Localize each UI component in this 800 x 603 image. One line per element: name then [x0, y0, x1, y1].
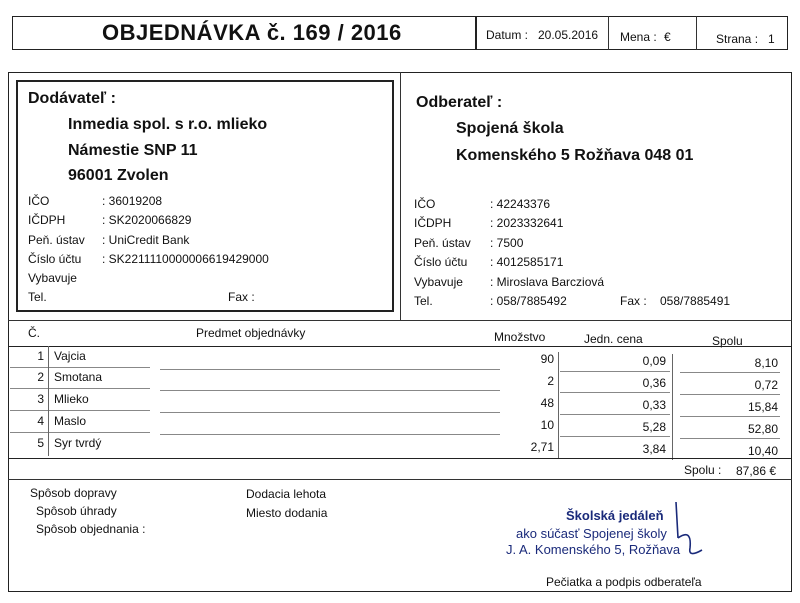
supplier-tel-label: Tel. — [28, 290, 47, 304]
row-item: Syr tvrdý — [54, 436, 102, 450]
date-label: Datum : — [486, 28, 529, 42]
currency-value: € — [664, 30, 671, 44]
row-qty: 2,71 — [530, 440, 554, 454]
row-qty: 90 — [540, 352, 554, 366]
customer-tel-value: : 058/7885492 — [490, 294, 567, 308]
table-bottom-rule — [8, 458, 792, 459]
row-item: Maslo — [54, 414, 87, 428]
row-total: 15,84 — [747, 400, 778, 414]
row-price: 3,84 — [642, 442, 666, 456]
row-price: 0,36 — [642, 376, 666, 390]
supplier-handler-label: Vybavuje — [28, 271, 77, 285]
page-value: 1 — [768, 32, 775, 46]
payment-label: Spôsob úhrady — [36, 504, 117, 518]
row-price: 0,33 — [642, 398, 666, 412]
delivery-place-label: Miesto dodania — [246, 506, 328, 520]
shipping-label: Spôsob dopravy — [30, 486, 117, 500]
row-qty: 48 — [540, 396, 554, 410]
sum-value: 87,86 € — [736, 464, 777, 478]
col-header-item: Predmet objednávky — [196, 326, 306, 340]
customer-handler-label: Vybavuje — [414, 275, 463, 289]
row-total: 52,80 — [747, 422, 778, 436]
customer-icdph-label: IČDPH — [414, 216, 452, 230]
customer-ico-label: IČO — [414, 197, 436, 211]
customer-heading: Odberateľ : — [416, 94, 503, 111]
table-top-rule — [8, 320, 792, 321]
supplier-heading: Dodávateľ : — [28, 90, 116, 107]
customer-bank-label: Peň. ústav — [414, 236, 471, 250]
supplier-icdph-value: : SK2020066829 — [102, 213, 192, 227]
row-price: 0,09 — [642, 354, 666, 368]
row-item: Vajcia — [54, 349, 86, 363]
customer-fax-value: 058/7885491 — [660, 294, 731, 308]
order-method-label: Spôsob objednania : — [36, 522, 146, 536]
stamp-line-3: J. A. Komenského 5, Rožňava — [506, 542, 681, 557]
row-total: 8,10 — [754, 356, 778, 370]
signature-mark — [668, 498, 718, 560]
supplier-account-value: : SK2211110000006619429000 — [102, 252, 269, 266]
page-label: Strana : — [716, 32, 759, 46]
row-item: Smotana — [54, 370, 103, 384]
row-total: 10,40 — [747, 444, 778, 458]
customer-account-value: : 4012585171 — [490, 255, 564, 269]
customer-fax-label: Fax : — [620, 294, 647, 308]
row-item: Mlieko — [54, 392, 89, 406]
customer-account-label: Číslo účtu — [414, 255, 468, 269]
col-header-no: Č. — [28, 326, 40, 340]
stamp-line-1: Školská jedáleň — [566, 508, 664, 523]
col-header-qty: Množstvo — [494, 330, 546, 344]
row-qty: 2 — [547, 374, 554, 388]
table-header-rule — [8, 346, 792, 347]
supplier-bank-value: : UniCredit Bank — [102, 233, 190, 247]
sum-label: Spolu : — [684, 463, 722, 477]
supplier-street: Námestie SNP 11 — [68, 142, 198, 159]
customer-bank-value: : 7500 — [490, 236, 524, 250]
supplier-account-label: Číslo účtu — [28, 252, 82, 266]
customer-name: Spojená škola — [456, 120, 564, 137]
supplier-icdph-label: IČDPH — [28, 213, 66, 227]
sum-rule — [8, 479, 792, 480]
customer-tel-label: Tel. — [414, 294, 433, 308]
row-no: 1 — [37, 349, 44, 363]
customer-street: Komenského 5 Rožňava 048 01 — [456, 147, 694, 164]
customer-handler-value: : Miroslava Barcziová — [490, 275, 605, 289]
date-value: 20.05.2016 — [538, 28, 599, 42]
supplier-fax-label: Fax : — [228, 290, 255, 304]
supplier-name: Inmedia spol. s r.o. mlieko — [68, 116, 268, 133]
row-no: 4 — [37, 414, 44, 428]
customer-divider — [400, 72, 401, 320]
supplier-ico-value: : 36019208 — [102, 194, 163, 208]
row-no: 3 — [37, 392, 44, 406]
customer-ico-value: : 42243376 — [490, 197, 551, 211]
row-price: 5,28 — [642, 420, 666, 434]
page-title: OBJEDNÁVKA č. 169 / 2016 — [102, 20, 402, 45]
supplier-bank-label: Peň. ústav — [28, 233, 85, 247]
stamp-line-2: ako súčasť Spojenej školy — [516, 526, 667, 541]
delivery-time-label: Dodacia lehota — [246, 487, 327, 501]
currency-label: Mena : — [620, 30, 657, 44]
supplier-city: 96001 Zvolen — [68, 167, 169, 184]
row-total: 0,72 — [754, 378, 778, 392]
supplier-ico-label: IČO — [28, 194, 50, 208]
signature-label: Pečiatka a podpis odberateľa — [546, 575, 702, 589]
col-header-total: Spolu — [712, 334, 743, 348]
row-no: 2 — [37, 370, 44, 384]
col-header-price: Jedn. cena — [584, 332, 643, 346]
row-qty: 10 — [540, 418, 554, 432]
row-no: 5 — [37, 436, 44, 450]
customer-icdph-value: : 2023332641 — [490, 216, 564, 230]
